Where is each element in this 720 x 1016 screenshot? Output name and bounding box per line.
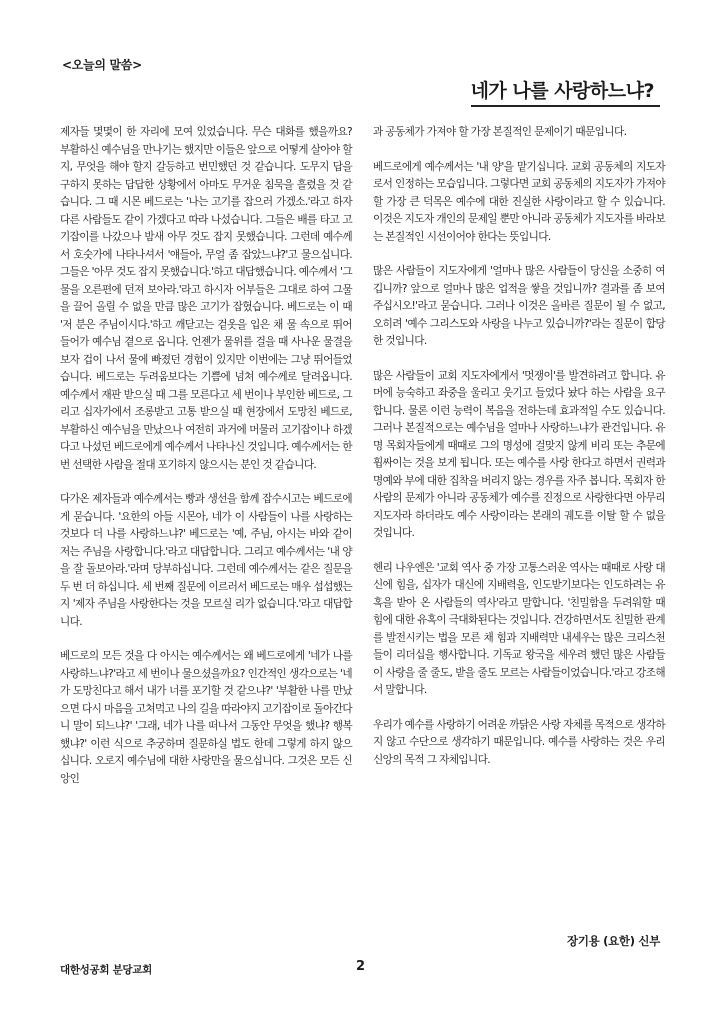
page-title: 네가 나를 사랑하느냐?: [471, 76, 660, 107]
paragraph: 과 공동체가 가져야 할 가장 본질적인 문제이기 때문입니다.: [373, 126, 627, 138]
page-number: 2: [356, 959, 366, 974]
paragraph: 헨리 나우엔은 '교회 역사 중 가장 고통스러운 역사는 때때로 사랑 대신에 힘을, 십자가 대신에 지배력을, 인도받기보다는 인도하려는 유혹을 받아 온 사람들의 역사'라고 말합니다. '친밀함을 두려워할 때 힘에 대한 유혹이 극대화된다는 것입니다. 건강하면서도 친밀한 관계를 발전시키는 법을 모른 채 힘과 지배력만 내세우는 많은 크리스천들이 리더십을 행사합니다. 기독교 왕국을 세우려 했던 많은 사람들이 사랑을 줄 줄도, 받을 줄도 모르는 사람들이었습니다.'라고 강조해서 말합니다.: [373, 561, 665, 696]
paragraph: 많은 사람들이 지도자에게 '얼마나 많은 사람들이 당신을 소중히 여깁니까? 앞으로 얼마나 많은 업적을 쌓을 것입니까? 결과를 좀 보여 주십시오!'라고 묻습니다. 그러나 이것은 올바른 질문이 될 수 없고, 오히려 '예수 그리스도와 사랑을 나누고 있습니까?'라는 질문이 합당한 것입니다.: [373, 265, 665, 347]
title-container: [230, 76, 660, 107]
paragraph: 다가온 제자들과 예수께서는 빵과 생선을 함께 잡수시고는 베드로에게 묻습니다. '요한의 아들 시몬아, 네가 이 사람들이 나를 사랑하는 것보다 더 나를 사랑하느냐?' 베드로는 '예, 주님, 아시는 바와 같이 저는 주님을 사랑합니다.'라고 대답합니다. 그리고 예수께서는 '내 양을 잘 돌보아라.'라며 당부하십니다. 그런데 예수께서는 같은 질문을 두 번 더 하십니다. 세 번째 질문에 이르러서 베드로는 매우 섭섭했는지 '제자 주님을 사랑한다는 것을 모르실 리가 없습니다.'라고 대답합니다.: [60, 493, 352, 628]
paragraph: 우리가 예수를 사랑하기 어려운 까닭은 사랑 자체를 목적으로 생각하지 않고 수단으로 생각하기 때문입니다. 예수를 사랑하는 것은 우리 신앙의 목적 그 자체입니다.: [373, 718, 665, 766]
paragraph: 베드로에게 예수께서는 '내 양'을 맡기십니다. 교회 공동체의 지도자로서 인정하는 모습입니다. 그렇다면 교회 공동체의 지도자가 가져야 할 가장 큰 덕목은 예수에 대한 진실한 사랑이라고 할 수 있습니다. 이것은 지도자 개인의 문제일 뿐만 아니라 공동체가 지도자를 바라보는 본질적인 시선이어야 한다는 뜻입니다.: [373, 160, 665, 243]
right-column: [373, 124, 665, 786]
paragraph: 많은 사람들이 교회 지도자에게서 '멋쟁이'를 발견하려고 합니다. 유머에 능숙하고 좌중을 울리고 웃기고 들었다 놨다 하는 사람을 요구합니다. 물론 이런 능력이 복음을 전하는데 효과적일 수도 있습니다. 그러나 본질적으로는 예수님을 얼마나 사랑하느냐가 관건입니다. 유명 목회자들에게 때때로 그의 명성에 걸맞지 않게 비리 또는 추문에 휩싸이는 것을 보게 됩니다. 또는 예수를 사랑 한다고 하면서 권력과 명예와 부에 대한 집착을 버리지 않는 경우를 자주 봅니다. 목회자 한 사람의 문제가 아니라 공동체가 예수를 진정으로 사랑한다면 아무리 지도자라 하더라도 예수 사랑이라는 본래의 궤도를 이탈 할 수 없을 것입니다.: [373, 369, 665, 539]
author-signature: 장기용 (요한) 신부: [567, 934, 660, 948]
left-column: [60, 124, 352, 805]
paragraph: 제자들 몇몇이 한 자리에 모여 있었습니다. 무슨 대화를 했을까요? 부활하신 예수님을 만나기는 했지만 이들은 앞으로 어떻게 살아야 할지, 무엇을 해야 할지 갈등하고 번민했던 것 같습니다. 도무지 답을 구하지 못하는 답답한 상황에서 아마도 무거운 침묵을 흘렸을 것 같습니다. 그 때 시몬 베드로는 '나는 고기를 잡으러 가겠소.'라고 하자 다른 사람들도 같이 가겠다고 따라 나섰습니다. 그들은 배를 타고 고기잡이를 나갔으나 밤새 아무 것도 잡지 못했습니다. 그런데 예수께서 호숫가에 나타나셔서 '얘들아, 무얼 좀 잡았느냐?'고 물으십니다. 그들은 '아무 것도 잡지 못했습니다.'하고 대답했습니다. 예수께서 '그물을 오른편에 던져 보아라.'라고 하시자 어부들은 그대로 하여 그물을 끌어 올릴 수 없을 만큼 많은 고기가 잡혔습니다. 베드로는 이 때 '저 분은 주님이시다.'하고 깨닫고는 겉옷을 입은 채 물 속으로 뛰어 들어가 예수님 곁으로 옵니다. 언젠가 물위를 걸을 때 사나운 물결을 보자 겁이 나서 물에 빠졌던 경험이 있지만 이번에는 그냥 뛰어들었습니다. 베드로는 두려움보다는 기쁨에 넘쳐 예수께로 달려옵니다. 예수께서 재판 받으실 때 그를 모른다고 세 번이나 부인한 베드로, 그리고 십자가에서 조롱받고 고통 받으실 때 현장에서 도망친 베드로, 부활하신 예수님을 만났으나 여전히 과거에 머물러 고기잡이나 하겠다고 나섰던 베드로에게 예수께서 나타나신 것입니다. 예수께서는 한번 선택한 사람을 절대 포기하지 않으시는 분인 것 같습니다.: [60, 126, 352, 471]
paragraph: 베드로의 모든 것을 다 아시는 예수께서는 왜 베드로에게 '네가 나를 사랑하느냐?'라고 세 번이나 물으셨을까요? 인간적인 생각으로는 '네가 도망친다고 해서 내가 너를 포기할 것 같으냐?' '부활한 나를 만났으면 다시 마음을 고쳐먹고 나의 길을 따라야지 고기잡이로 돌아간다니 말이 되느냐?' '그래, 네가 나를 떠나서 그동안 무엇을 했냐? 행복했냐?' 이런 식으로 추궁하며 질문하실 법도 한데 그렇게 하지 않으십니다. 오로지 예수님에 대한 사랑만을 물으십니다. 그것은 모든 신앙인: [60, 650, 352, 785]
footer-church-name: 대한성공회 분당교회: [60, 964, 152, 976]
section-label: <오늘의 말씀>: [62, 58, 142, 72]
